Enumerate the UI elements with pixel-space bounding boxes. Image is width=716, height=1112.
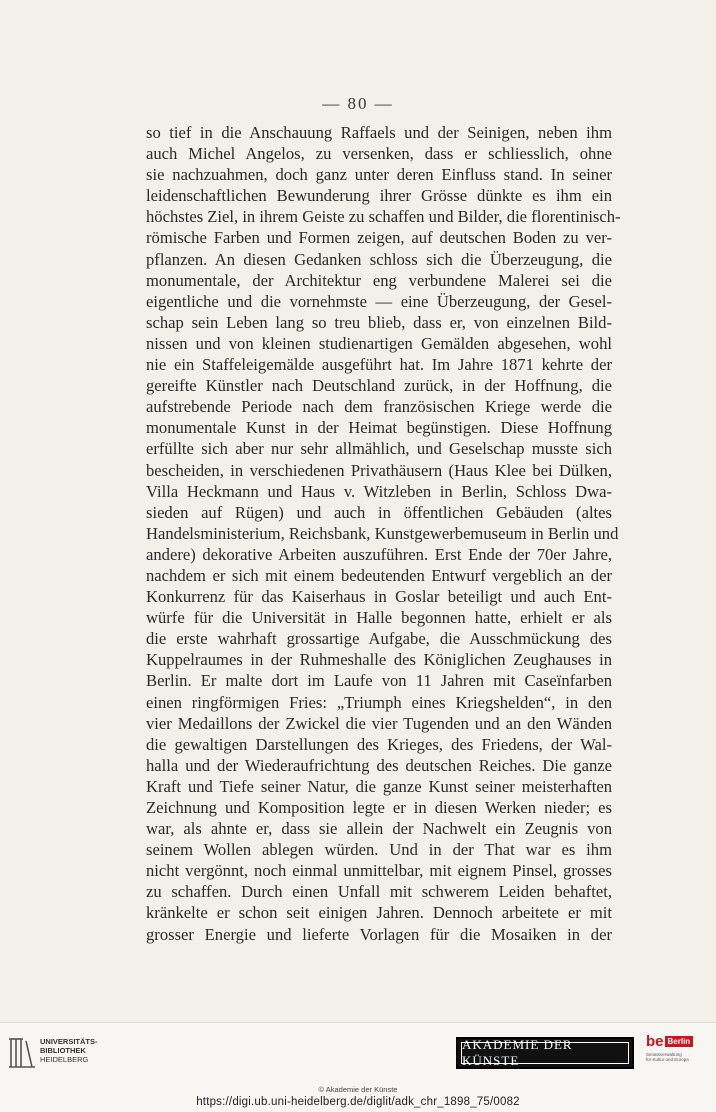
page-number: — 80 — — [322, 94, 394, 113]
text-line: auch Michel Angelos, zu versenken, dass er schliesslich, ohne — [146, 144, 612, 164]
text-line: schap sein Leben lang so treu blieb, dass er, von einzelnen Bild- — [146, 312, 612, 332]
text-line: eigentliche und die vornehmste — eine Überzeugung, der Gesel- — [146, 291, 612, 311]
text-line: erfüllte sich aber nur sehr allmählich, und Geselschap musste sich — [146, 439, 612, 459]
text-line: war, als ahnte er, dass sie allein der Nachwelt ein Zeugnis von — [146, 819, 612, 839]
text-line: Berlin. Er malte dort im Laufe von 11 Jahren mit Caseïnfarben — [146, 671, 612, 691]
university-library-heidelberg-text[interactable] — [40, 1037, 98, 1064]
text-line: bescheiden, in verschiedenen Privathäusern (Haus Klee bei Dülken, — [146, 460, 612, 480]
text-line: nicht vergönnt, noch einmal unmittelbar, mit eignem Pinsel, grosses — [146, 861, 612, 881]
text-line: halla und der Wiederaufrichtung des deutschen Reiches. Die ganze — [146, 755, 612, 775]
document-url-link[interactable]: https://digi.ub.uni-heidelberg.de/diglit/adk_chr_1898_75/0082 — [196, 1096, 520, 1108]
text-line: seinem Wollen ablegen würden. Und in der That war es ihm — [146, 840, 612, 860]
text-line: monumentale Kunst in der Heimat begünstigen. Diese Hoffnung — [146, 418, 612, 438]
text-line: würfe für die Universität in Halle begonnen hatte, erhielt er als — [146, 608, 612, 628]
berlin-small-2: für Kultur und Europa — [646, 1057, 689, 1062]
text-line: vier Medaillons der Zwickel die vier Tugenden und an den Wänden — [146, 713, 612, 733]
berlin-prefix: be — [646, 1033, 664, 1050]
text-line: Kuppelraumes in der Ruhmeshalle des Königlichen Zeughauses in — [146, 650, 612, 670]
text-line: römische Farben und Formen zeigen, auf deutschen Boden zu ver- — [146, 228, 612, 248]
text-line: einen ringförmigen Fries: „Triumph eines Kriegshelden“, in den — [146, 692, 612, 712]
berlin-senate-logo[interactable] — [646, 1033, 706, 1079]
text-line: Kraft und Tiefe seiner Natur, die ganze Kunst seiner meisterhaften — [146, 776, 612, 796]
text-line: Villa Heckmann und Haus v. Witzleben in Berlin, Schloss Dwa- — [146, 481, 612, 501]
text-line: pflanzen. An diesen Gedanken schloss sich die Überzeugung, die — [146, 249, 612, 269]
text-line: sie nachzuahmen, doch ganz unter deren Einfluss stand. In seiner — [146, 165, 612, 185]
text-line: aufstrebende Periode nach dem französischen Kriege werde die — [146, 397, 612, 417]
text-line: Zeichnung und Komposition legte er in diesen Werken nieder; es — [146, 798, 612, 817]
text-line: Konkurrenz für das Kaiserhaus in Goslar beteiligt und auch Ent- — [146, 587, 612, 607]
university-library-heidelberg-logo-icon[interactable] — [6, 1033, 38, 1073]
text-line: kränkelte er schon seit einigen Jahren. Dennoch arbeitete er mit — [146, 903, 612, 923]
berlin-box: Berlin — [665, 1036, 694, 1047]
berlin-small-1: Senatsverwaltung — [646, 1052, 682, 1057]
body-text — [146, 122, 621, 945]
text-line: andere) dekorative Arbeiten auszuführen. Erst Ende der 70er Jahre, — [146, 544, 612, 564]
footer-bar — [0, 1022, 716, 1112]
text-line: höchstes Ziel, in ihrem Geiste zu schaffen und Bilder, die florentinisch- — [146, 207, 621, 227]
ub-line-1: UNIVERSITÄTS- — [40, 1037, 98, 1046]
text-line: so tief in die Anschauung Raffaels und der Seinigen, neben ihm — [146, 123, 612, 142]
ub-line-3: HEIDELBERG — [40, 1055, 89, 1064]
text-line: grosser Energie und lieferte Vorlagen für die Mosaiken in der — [146, 924, 612, 944]
text-line: nie ein Staffeleigemälde ausgeführt hat. Im Jahre 1871 kehrte der — [146, 355, 612, 375]
copyright-notice: © Akademie der Künste — [318, 1085, 398, 1094]
text-line: monumentale, der Architektur eng verbundene Malerei sei die — [146, 270, 612, 290]
text-line: sieden auf Rügen) und auch in öffentlichen Gebäuden (altes — [146, 502, 612, 522]
akademie-der-kuenste-logo[interactable] — [456, 1037, 634, 1069]
ub-line-2: BIBLIOTHEK — [40, 1046, 86, 1055]
text-line: nissen und von kleinen studienartigen Gemälden abgesehen, wohl — [146, 333, 612, 353]
text-line: Handelsministerium, Reichsbank, Kunstgewerbemuseum in Berlin und — [146, 523, 619, 543]
text-line: nachdem er sich mit einem bedeutenden Entwurf vergeblich an der — [146, 565, 612, 585]
text-line: gereifte Künstler nach Deutschland zurück, in der Hoffnung, die — [146, 376, 612, 396]
text-line: die gewaltigen Darstellungen des Krieges, des Friedens, der Wal- — [146, 734, 612, 754]
text-line: zu schaffen. Durch einen Unfall mit schwerem Leiden behaftet, — [146, 882, 612, 902]
text-line: die erste wahrhaft grossartige Aufgabe, die Ausschmückung des — [146, 629, 612, 649]
text-line: leidenschaftlichen Bewunderung ihrer Grösse dünkte es ihm ein — [146, 186, 612, 206]
akademie-label: AKADEMIE DER KÜNSTE — [461, 1042, 629, 1064]
